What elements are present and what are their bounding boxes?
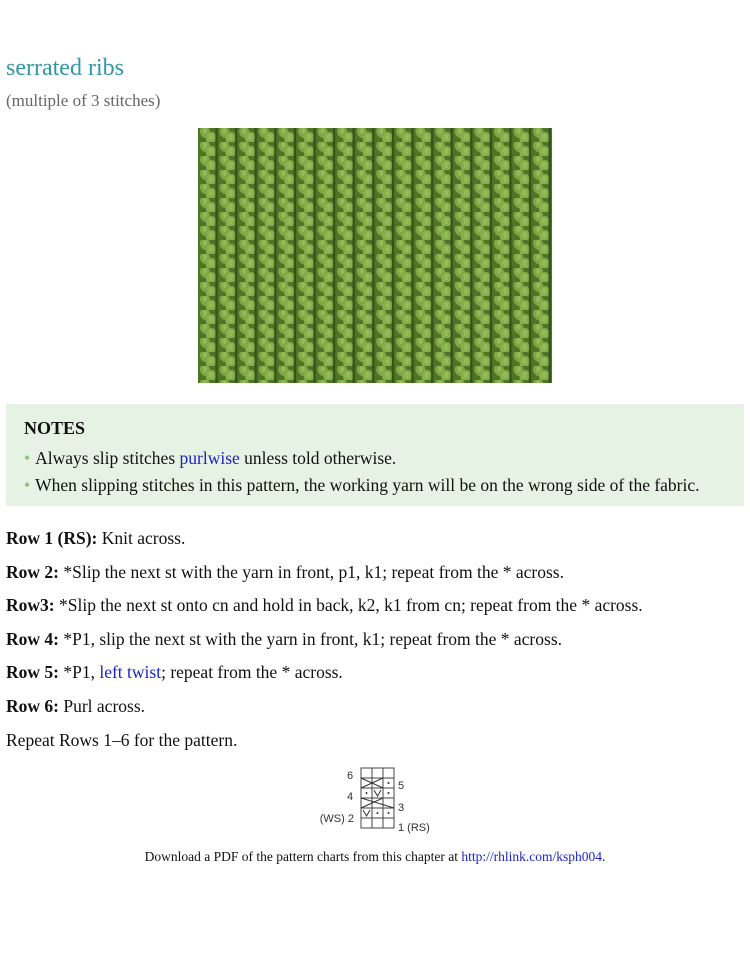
row-label: Row 4: <box>6 629 59 649</box>
download-note <box>0 849 750 865</box>
page-title: serrated ribs <box>6 55 124 81</box>
left-twist-link[interactable]: left twist <box>99 662 162 682</box>
row-text: *Slip the next st onto cn and hold in back, k2, k1 from cn; repeat from the * across. <box>54 595 643 615</box>
download-text: Download a PDF of the pattern charts from this chapter at <box>144 849 462 864</box>
repeat-instruction: Repeat Rows 1–6 for the pattern. <box>6 730 238 750</box>
download-link[interactable]: http://rhlink.com/ksph004 <box>461 849 603 864</box>
row-instruction <box>6 696 145 717</box>
row-label: Row 5: <box>6 662 59 682</box>
download-text: . <box>602 849 606 864</box>
chart-label-3: 3 <box>398 802 405 814</box>
row-label: Row 1 (RS): <box>6 528 98 548</box>
chart-label-ws: (WS) 2 <box>319 813 354 825</box>
row-text: *P1, slip the next st with the yarn in front, k1; repeat from the * across. <box>58 629 563 649</box>
chart-label-rs: 1 (RS) <box>398 822 430 834</box>
row-instruction <box>6 629 562 650</box>
chart-label-6: 6 <box>346 770 354 782</box>
chart-label-5: 5 <box>398 780 405 792</box>
row-text: *Slip the next st with the yarn in front, p1, k1; repeat from the * across. <box>58 562 564 582</box>
note-item <box>24 472 744 499</box>
note-text: unless told otherwise. <box>239 448 397 468</box>
row-text: Knit across. <box>97 528 186 548</box>
row-text: Purl across. <box>58 696 146 716</box>
purlwise-link[interactable]: purlwise <box>179 448 240 468</box>
bullet-icon: • <box>24 475 31 495</box>
note-text: When slipping stitches in this pattern, the working yarn will be on the wrong side of the fabric. <box>35 475 700 495</box>
stitch-chart <box>316 763 434 838</box>
row-instruction <box>6 662 343 683</box>
row-label: Row3: <box>6 595 55 615</box>
stitch-multiple: (multiple of 3 stitches) <box>6 91 161 110</box>
chart-label-4: 4 <box>346 791 354 803</box>
swatch-photo <box>198 128 552 383</box>
row-text: *P1, <box>58 662 100 682</box>
row-instruction <box>6 562 564 583</box>
bullet-icon: • <box>24 448 31 468</box>
row-instruction <box>6 595 643 616</box>
row-text: ; repeat from the * across. <box>161 662 343 682</box>
note-item <box>24 445 744 472</box>
row-instruction <box>6 528 185 549</box>
note-text: Always slip stitches <box>35 448 180 468</box>
notes-box <box>6 404 744 506</box>
row-label: Row 6: <box>6 696 59 716</box>
row-label: Row 2: <box>6 562 59 582</box>
notes-heading: NOTES <box>24 418 86 438</box>
